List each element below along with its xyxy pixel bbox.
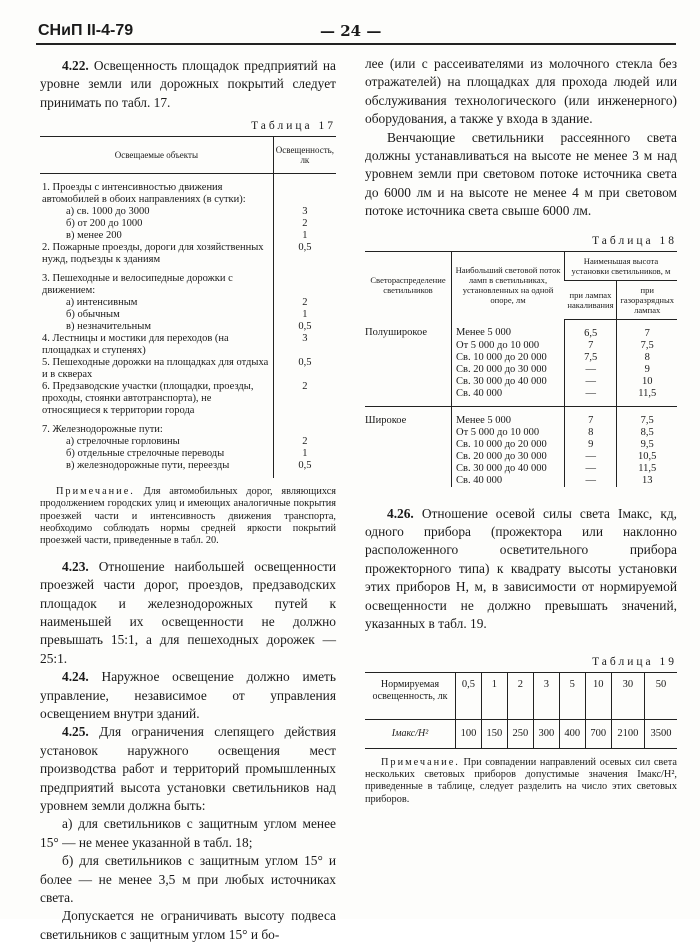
flux-cell: От 5 000 до 10 000 (452, 427, 565, 439)
illuminance-cell: 0,5 (273, 357, 336, 381)
ratio-cell: 700 (585, 719, 611, 748)
table-row (365, 475, 677, 487)
incandescent-height-cell: — (565, 475, 617, 487)
illuminance-cell: 10 (585, 672, 611, 719)
illuminance-cell: 0,5 (273, 242, 336, 266)
table-row (40, 182, 336, 206)
gas-discharge-height-cell: 8,5 (617, 427, 677, 439)
paragraph-4-23 (40, 558, 336, 668)
table-17-note (40, 486, 336, 548)
empty-cell (365, 463, 452, 475)
page-number: — 24 — (320, 22, 382, 40)
ratio-cell: 150 (481, 719, 507, 748)
flux-cell: Св. 10 000 до 20 000 (452, 352, 565, 364)
table-17-caption: Таблица 17 (251, 120, 336, 133)
paragraph-4-25-b: б) для светильников с защитным углом 15° и более — не менее 3,5 м при любых источниках света. (40, 853, 336, 906)
table-19-note (365, 757, 677, 807)
illuminance-cell: 3 (533, 672, 559, 719)
note-text: Для автомобильных дорог, являющихся продолжением городских улиц и имеющих аналогичные покрытия проезжей части и интенсивность движения транспорта, необходимо соблюдать нормы средней яркости покрытий проезжей части, приведенные в табл. 20. (40, 485, 336, 547)
illuminance-cell: 0,5 (273, 321, 336, 333)
object-cell: 6. Предзаводские участки (площадки, проезды, проходы, стоянки автотранспорта), не относящиеся к территории города (42, 380, 254, 416)
table-18 (365, 251, 677, 487)
incandescent-height-cell: 6,5 (565, 319, 617, 340)
empty-cell (365, 439, 452, 451)
document-code: СНиП II-4-79 (38, 22, 134, 39)
table-19-caption: Таблица 19 (592, 655, 677, 668)
table-row (365, 376, 677, 388)
table-row (40, 424, 336, 436)
object-cell: б) отдельные стрелочные переводы (66, 447, 225, 459)
gas-discharge-height-cell: 11,5 (617, 463, 677, 475)
object-cell: 2. Пожарные проезды, дороги для хозяйственных нужд, подъезды к зданиям (42, 241, 264, 265)
illuminance-cell: 1 (273, 230, 336, 242)
illuminance-cell: 2 (273, 381, 336, 417)
object-cell: 1. Проезды с интенсивностью движения автомобилей в обоих направлениях (в сутки): (42, 181, 246, 205)
left-column (40, 55, 336, 944)
table-row (365, 451, 677, 463)
illuminance-cell: 30 (611, 672, 644, 719)
table-17 (40, 136, 336, 478)
row-header (365, 719, 456, 748)
gas-discharge-height-cell: 11,5 (617, 388, 677, 407)
empty-cell (365, 376, 452, 388)
flux-cell: Менее 5 000 (452, 319, 565, 340)
table-row (365, 364, 677, 376)
illuminance-cell: 5 (559, 672, 585, 719)
object-cell: 4. Лестницы и мостики для переходов (на площадках и ступенях) (42, 332, 229, 356)
gas-discharge-height-cell: 13 (617, 475, 677, 487)
illuminance-cell: 0,5 (273, 460, 336, 472)
table-row (40, 436, 336, 448)
clause-number: 4.26. (387, 505, 414, 521)
flux-cell: Св. 30 000 до 40 000 (452, 463, 565, 475)
paragraph-4-24 (40, 668, 336, 723)
paragraph-4-22 (40, 57, 336, 112)
ratio-cell: 2100 (611, 719, 644, 748)
incandescent-height-cell: — (565, 451, 617, 463)
table-row (40, 333, 336, 357)
clause-number: 4.25. (62, 724, 89, 740)
row-header: Нормируемая освещенность, лк (365, 672, 456, 719)
illuminance-cell: 2 (273, 297, 336, 309)
right-column (365, 55, 677, 816)
paragraph-text: Наружное освещение должно иметь управление, независимое от управления освещением внутри зданий. (40, 669, 336, 721)
table-row (365, 388, 677, 407)
paragraph-4-26 (365, 505, 677, 634)
table-row (40, 448, 336, 460)
note-label: Примечание. (381, 756, 460, 768)
gas-discharge-height-cell: 8 (617, 352, 677, 364)
incandescent-height-cell: — (565, 463, 617, 475)
ratio-cell: 400 (559, 719, 585, 748)
flux-cell: Св. 20 000 до 30 000 (452, 364, 565, 376)
table-row (365, 340, 677, 352)
illuminance-cell: 0,5 (456, 672, 482, 719)
gas-discharge-height-cell: 7,5 (617, 406, 677, 427)
flux-cell: Св. 30 000 до 40 000 (452, 376, 565, 388)
table-row (40, 309, 336, 321)
object-cell: 5. Пешеходные дорожки на площадках для отдыха и в скверах (42, 356, 269, 380)
gas-discharge-height-cell: 9 (617, 364, 677, 376)
object-cell: 7. Железнодорожные пути: (42, 423, 163, 435)
clause-number: 4.23. (62, 558, 89, 574)
object-cell: 3. Пешеходные и велосипедные дорожки с движением: (42, 272, 233, 296)
object-cell: б) от 200 до 1000 (66, 217, 143, 229)
paragraph-text: Освещенность площадок предприятий на уровне земли или дорожных покрытий следует принимать по табл. 17. (40, 58, 336, 110)
ratio-cell: 250 (507, 719, 533, 748)
empty-cell (365, 352, 452, 364)
illuminance-cell (273, 273, 336, 297)
incandescent-height-cell: — (565, 376, 617, 388)
table-row (40, 297, 336, 309)
empty-cell (365, 427, 452, 439)
illuminance-cell: 2 (507, 672, 533, 719)
illuminance-cell: 2 (273, 436, 336, 448)
gas-discharge-height-cell: 9,5 (617, 439, 677, 451)
column-header: Освещаемые объекты (40, 137, 273, 174)
table-row (365, 463, 677, 475)
table-row (365, 406, 677, 427)
empty-cell (365, 388, 452, 407)
paragraph-4-25-c: Допускается не ограничивать высоту подвеса светильников с защитным углом 15° и бо- (40, 908, 336, 942)
flux-cell: Св. 40 000 (452, 388, 565, 407)
object-cell: а) интенсивным (66, 296, 138, 308)
empty-cell (365, 475, 452, 487)
table-row (365, 319, 677, 340)
illuminance-cell: 1 (481, 672, 507, 719)
table-row (365, 439, 677, 451)
row-gap (40, 266, 336, 273)
object-cell: б) обычным (66, 308, 120, 320)
incandescent-height-cell: 7 (565, 340, 617, 352)
incandescent-height-cell: — (565, 388, 617, 407)
empty-cell (365, 451, 452, 463)
incandescent-height-cell: 7 (565, 406, 617, 427)
flux-cell: Св. 10 000 до 20 000 (452, 439, 565, 451)
ratio-cell: 300 (533, 719, 559, 748)
note-text: При совпадении направлений осевых сил света нескольких световых приборов допустимые значения Iмакс/H², приведенные в таблице, следует разделить на число этих световых приборов. (365, 756, 677, 805)
table-row (365, 427, 677, 439)
empty-cell (365, 364, 452, 376)
illuminance-cell (273, 424, 336, 436)
table-18-caption: Таблица 18 (592, 234, 677, 247)
incandescent-height-cell: 7,5 (565, 352, 617, 364)
table-row (40, 321, 336, 333)
row-gap (40, 417, 336, 424)
note-label: Примечание. (56, 485, 135, 497)
column-header: Наибольший световой поток ламп в светильниках, установленных на одной опоре, лм (452, 251, 565, 319)
incandescent-height-cell: 9 (565, 439, 617, 451)
ratio-cell: 100 (456, 719, 482, 748)
gas-discharge-height-cell: 10,5 (617, 451, 677, 463)
illuminance-cell: 50 (644, 672, 677, 719)
illuminance-cell: 1 (273, 448, 336, 460)
incandescent-height-cell: — (565, 364, 617, 376)
column-header: при газоразрядных лампах (617, 280, 677, 319)
object-cell: в) менее 200 (66, 229, 122, 241)
object-cell: а) стрелочные горловины (66, 435, 180, 447)
distribution-cell: Полуширокое (365, 327, 427, 339)
table-row (40, 230, 336, 242)
illuminance-cell: 3 (273, 206, 336, 218)
paragraph-text: Отношение осевой силы света Iмакс, кд, одного прибора (прожектора или наклонно расположенного осветительного прибора прожекторного типа) к квадрату высоты установки этих приборов H, м, в зависимости от нормируемой освещенности не должно превышать значений, указанных в табл. 19. (365, 505, 677, 632)
table-row (40, 357, 336, 381)
column-header: при лампах накаливания (565, 280, 617, 319)
clause-number: 4.24. (62, 669, 89, 685)
incandescent-height-cell: 8 (565, 427, 617, 439)
empty-cell (365, 340, 452, 352)
object-cell: в) незначительным (66, 320, 151, 332)
object-cell: а) св. 1000 до 3000 (66, 205, 150, 217)
table-19 (365, 672, 677, 749)
illuminance-cell: 2 (273, 218, 336, 230)
table-row (40, 206, 336, 218)
table-row (40, 242, 336, 266)
paragraph-text: Отношение наибольшей освещенности проезжей части дорог, проездов, предзаводских площадок и железнодорожных путей к наименьшей их освещенности не должно превышать 15:1, а для пешеходных дорожек — 25:1. (40, 558, 336, 666)
illuminance-cell: 3 (273, 333, 336, 357)
table-row (40, 218, 336, 230)
flux-cell: От 5 000 до 10 000 (452, 340, 565, 352)
illuminance-cell (273, 182, 336, 206)
paragraph-4-25-a: а) для светильников с защитным углом менее 15° — не менее указанной в табл. 18; (40, 816, 336, 850)
paragraph-text: Для ограничения слепящего действия установок наружного освещения мест производства работ и территорий промышленных предприятий высота установки светильников над уровнем земли должна быть: (40, 724, 336, 814)
column-header: Освещенность, лк (273, 137, 336, 174)
row-header-text: Iмакс/H² (391, 727, 429, 739)
gas-discharge-height-cell: 7,5 (617, 340, 677, 352)
illuminance-cell: 1 (273, 309, 336, 321)
flux-cell: Менее 5 000 (452, 406, 565, 427)
table-row (40, 460, 336, 472)
table-row (365, 352, 677, 364)
column-header: Наименьшая высота установки светильников, м (565, 251, 678, 280)
header-rule (36, 43, 676, 45)
clause-number: 4.22. (62, 58, 89, 73)
ratio-cell: 3500 (644, 719, 677, 748)
table-row (40, 381, 336, 417)
object-cell: в) железнодорожные пути, переезды (66, 459, 230, 471)
paragraph-continuation: лее (или с рассеивателями из молочного стекла без отражателей) на площадках для прохода людей или обслуживания технологического (или инженерного) оборудования, а также у входа в здание. (365, 56, 677, 127)
gas-discharge-height-cell: 10 (617, 376, 677, 388)
gas-discharge-height-cell: 7 (617, 319, 677, 340)
flux-cell: Св. 20 000 до 30 000 (452, 451, 565, 463)
table-row (40, 273, 336, 297)
paragraph-crowning-luminaires: Венчающие светильники рассеянного света должны устанавливаться на высоте не менее 3 м над уровнем земли при световом потоке источника света до 6000 лм и на высоте не менее 4 м при световом потоке источника света свыше 6000 лм. (365, 129, 677, 219)
paragraph-4-25 (40, 723, 336, 815)
distribution-cell: Широкое (365, 414, 407, 426)
column-header: Светораспределение светильников (365, 251, 452, 319)
flux-cell: Св. 40 000 (452, 475, 565, 487)
